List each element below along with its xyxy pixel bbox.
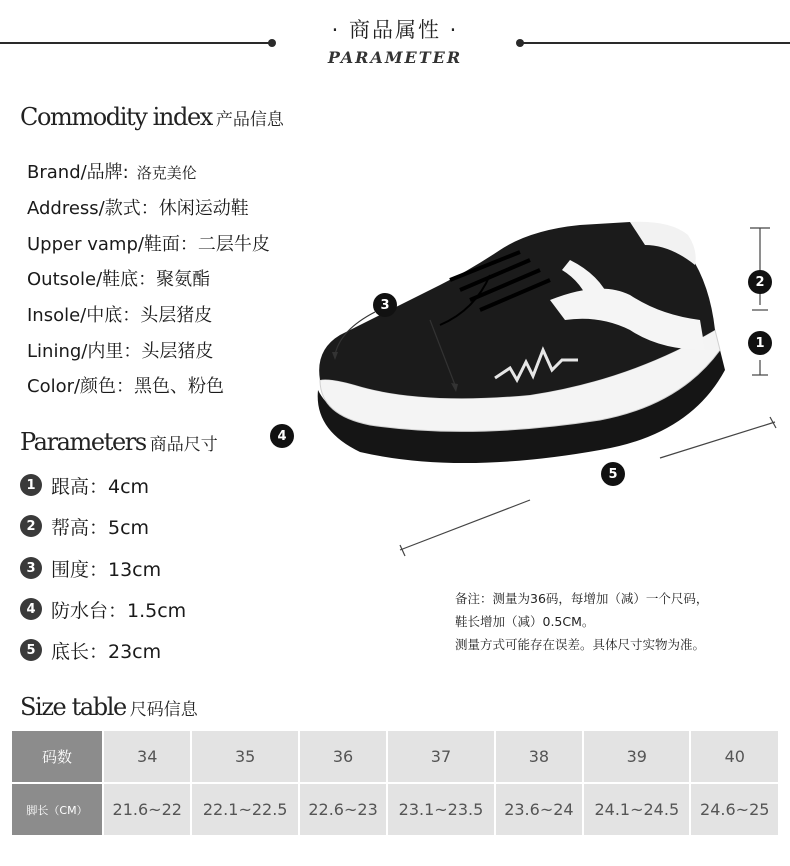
number-badge-3: 3 bbox=[20, 557, 42, 579]
number-badge-1: 1 bbox=[20, 474, 42, 496]
attribute-color: Color/颜色：黑色、粉色 bbox=[27, 376, 225, 397]
size-section-title bbox=[20, 693, 198, 721]
attribute-brand-label: Brand/品牌: bbox=[27, 162, 129, 183]
parameter-text: 防水台：1.5cm bbox=[51, 599, 187, 622]
parameter-girth bbox=[20, 555, 161, 581]
table-row-lengths bbox=[11, 783, 779, 836]
parameters-section-title bbox=[20, 428, 218, 456]
parameter-text: 围度：13cm bbox=[51, 558, 162, 581]
commodity-title-en: Commodity index bbox=[20, 103, 212, 131]
attribute-brand bbox=[27, 158, 197, 184]
number-badge-5: 5 bbox=[20, 639, 42, 661]
shoe-marker-2: 2 bbox=[748, 270, 772, 294]
table-cell-size: 36 bbox=[299, 730, 387, 783]
header-title: · 商品属性 · bbox=[331, 18, 459, 42]
table-header-length: 脚长（CM） bbox=[11, 783, 103, 836]
shoe-marker-3: 3 bbox=[373, 293, 397, 317]
table-cell-length: 22.6~23 bbox=[299, 783, 387, 836]
note-line-2: 鞋长增加（减）0.5CM。 bbox=[455, 614, 595, 629]
size-title-en: Size table bbox=[20, 693, 126, 721]
shoe-marker-1: 1 bbox=[748, 331, 772, 355]
table-cell-size: 37 bbox=[387, 730, 494, 783]
table-cell-length: 24.1~24.5 bbox=[583, 783, 690, 836]
attribute-lining: Lining/内里：头层猪皮 bbox=[27, 341, 214, 362]
parameter-text: 跟高：4cm bbox=[51, 475, 150, 498]
table-cell-size: 34 bbox=[103, 730, 191, 783]
size-title-cn: 尺码信息 bbox=[129, 700, 198, 720]
table-cell-length: 23.6~24 bbox=[495, 783, 583, 836]
parameter-platform bbox=[20, 596, 186, 622]
attribute-outsole: Outsole/鞋底：聚氨酯 bbox=[27, 269, 211, 290]
number-badge-4: 4 bbox=[20, 598, 42, 620]
size-table bbox=[10, 729, 780, 837]
shoe-marker-5: 5 bbox=[601, 462, 625, 486]
number-badge-2: 2 bbox=[20, 515, 42, 537]
table-cell-length: 22.1~22.5 bbox=[191, 783, 298, 836]
shoe-marker-4: 4 bbox=[270, 424, 294, 448]
commodity-section-title bbox=[20, 103, 284, 131]
table-cell-size: 40 bbox=[690, 730, 779, 783]
parameter-text: 底长：23cm bbox=[51, 640, 162, 663]
table-cell-length: 21.6~22 bbox=[103, 783, 191, 836]
parameter-heel-height bbox=[20, 472, 149, 498]
parameter-text: 帮高：5cm bbox=[51, 516, 150, 539]
table-cell-size: 39 bbox=[583, 730, 690, 783]
parameters-title-en: Parameters bbox=[20, 428, 146, 456]
note-line-1: 备注：测量为36码，每增加（减）一个尺码， bbox=[455, 591, 709, 606]
table-row-sizes bbox=[11, 730, 779, 783]
parameter-upper-height bbox=[20, 513, 149, 539]
table-cell-size: 38 bbox=[495, 730, 583, 783]
attribute-upper: Upper vamp/鞋面：二层牛皮 bbox=[27, 234, 270, 255]
table-cell-length: 24.6~25 bbox=[690, 783, 779, 836]
parameters-title-cn: 商品尺寸 bbox=[149, 435, 218, 455]
attribute-address: Address/款式：休闲运动鞋 bbox=[27, 198, 249, 219]
commodity-title-cn: 产品信息 bbox=[215, 110, 284, 130]
table-header-size: 码数 bbox=[11, 730, 103, 783]
dimension-lines bbox=[330, 200, 790, 570]
header-subtitle: PARAMETER bbox=[327, 48, 463, 67]
note-line-3: 测量方式可能存在误差。具体尺寸实物为准。 bbox=[455, 637, 706, 652]
attribute-brand-value: 洛克美伦 bbox=[136, 164, 197, 182]
parameter-sole-length bbox=[20, 637, 161, 663]
attribute-insole: Insole/中底：头层猪皮 bbox=[27, 305, 213, 326]
table-cell-size: 35 bbox=[191, 730, 298, 783]
table-cell-length: 23.1~23.5 bbox=[387, 783, 494, 836]
